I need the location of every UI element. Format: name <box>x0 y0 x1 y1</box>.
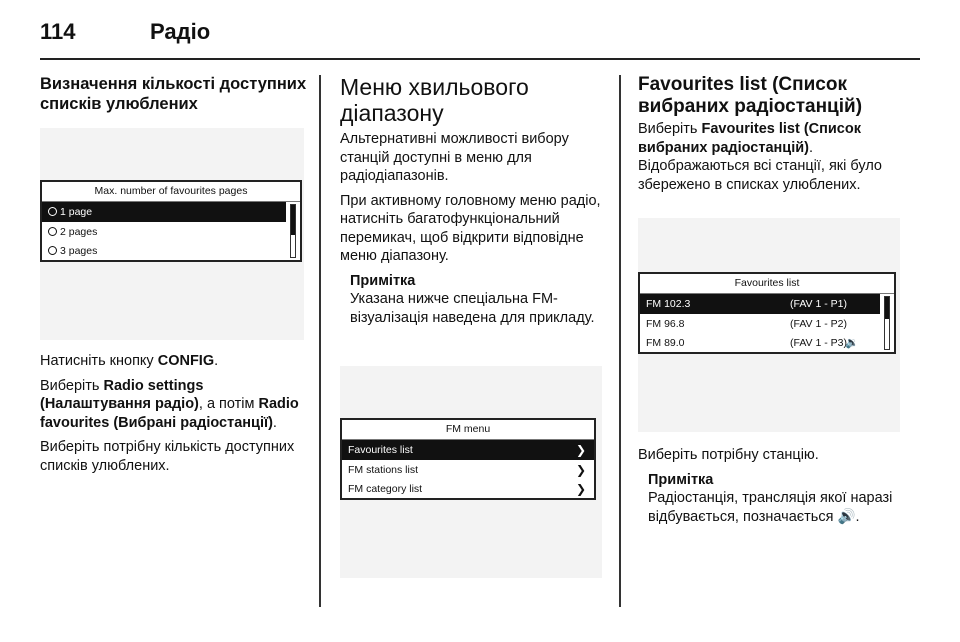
section-heading: Визначення кількості доступних списків улюблених <box>40 75 307 113</box>
column-divider <box>319 75 321 607</box>
station-row[interactable]: FM 96.8 (FAV 1 - P2) <box>646 318 847 330</box>
paragraph: Виберіть потрібну станцію. <box>638 447 819 463</box>
note-body: Радіостанція, трансляція якої наразі відбувається, позначається 🔊. <box>648 490 893 525</box>
section-heading: Меню хвильового діапазону <box>340 74 529 126</box>
station-row[interactable]: FM 89.0 (FAV 1 - P3) 🔉 <box>640 334 880 352</box>
column-1 <box>40 74 308 122</box>
paragraph: Натисніть кнопку CONFIG. <box>40 353 219 369</box>
column-2 <box>340 74 608 327</box>
screen-panel <box>40 180 302 262</box>
option-row[interactable]: 2 pages <box>42 222 286 242</box>
screen-title: Favourites list <box>640 274 894 294</box>
column-divider <box>619 75 621 607</box>
menu-item[interactable]: FM stations list ❯ <box>342 460 594 480</box>
section-heading: Favourites list (Список вибраних радіостанцій) <box>638 74 863 117</box>
page-title: Радіо <box>150 19 211 44</box>
screen-title: Max. number of favourites pages <box>42 182 300 202</box>
screen-panel <box>340 418 596 500</box>
chevron-right-icon: ❯ <box>575 482 586 496</box>
speaker-icon: 🔊 <box>837 508 856 525</box>
paragraph: Виберіть потрібну кількість доступних списків улюблених. <box>40 439 295 474</box>
menu-item[interactable]: Favourites list ❯ <box>342 440 594 460</box>
screen-image <box>638 218 900 432</box>
speaker-icon: 🔉 <box>845 337 859 349</box>
paragraph: Виберіть Favourites list (Список вибраних радіостанцій). <box>638 121 861 156</box>
radio-button-icon <box>48 246 57 255</box>
paragraph: Відображаються всі станції, які було збережено в списках улюблених. <box>638 158 883 193</box>
station-row[interactable]: FM 102.3 (FAV 1 - P1) <box>640 294 880 314</box>
column-1-text <box>40 352 312 481</box>
column-3 <box>638 74 920 200</box>
paragraph: При активному головному меню радіо, натисніть багатофункціональний перемикач, щоб відкрити відповідне меню діапазону. <box>340 192 601 264</box>
scrollbar-thumb[interactable] <box>291 205 295 235</box>
page-number: 114 <box>40 19 76 44</box>
menu-item[interactable]: FM category list ❯ <box>348 482 586 496</box>
radio-button-icon <box>48 207 57 216</box>
radio-button-icon <box>48 227 57 236</box>
paragraph: Виберіть Radio settings (Налаштування радіо), а потім Radio favourites (Вибрані радіостанції). <box>40 377 299 431</box>
header-divider <box>40 58 920 60</box>
note-body: Указана нижче спеціальна FM-візуалізація наведена для прикладу. <box>350 291 595 326</box>
chevron-right-icon: ❯ <box>575 443 586 457</box>
note-title: Примітка <box>350 272 416 289</box>
scrollbar-thumb[interactable] <box>885 297 889 319</box>
column-3-text <box>638 446 920 526</box>
screen-image <box>40 128 304 340</box>
option-row[interactable]: 3 pages <box>42 242 286 260</box>
scrollbar[interactable] <box>884 296 890 350</box>
option-row[interactable]: 1 page <box>42 202 286 222</box>
screen-image <box>340 366 602 578</box>
scrollbar[interactable] <box>290 204 296 258</box>
note-title: Примітка <box>648 471 714 488</box>
screen-panel <box>638 272 896 354</box>
chevron-right-icon: ❯ <box>575 463 586 477</box>
page-header <box>40 12 920 52</box>
paragraph: Альтернативні можливості вибору станцій доступні в меню для радіодіапазонів. <box>340 131 569 184</box>
screen-title: FM menu <box>342 420 594 440</box>
